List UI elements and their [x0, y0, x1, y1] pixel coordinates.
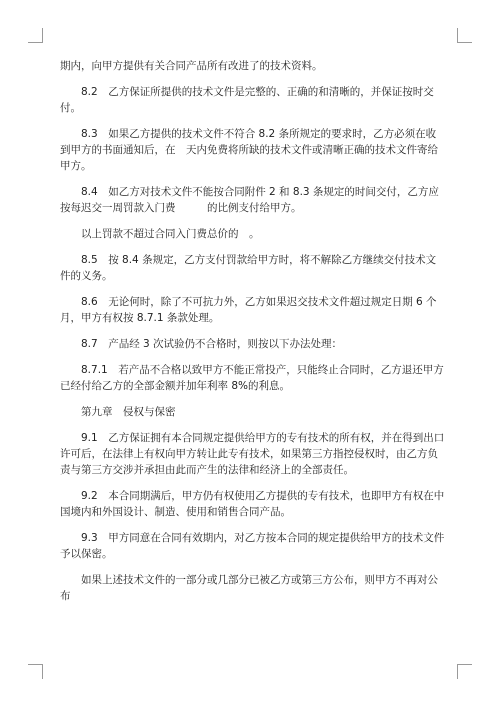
- paragraph: 9.3 甲方同意在合同有效期内，对乙方按本合同的规定提供给甲方的技术文件予以保密。: [60, 532, 445, 560]
- paragraph: 如果上述技术文件的一部分或几部分已被乙方或第三方公布，则甲方不再对公布: [60, 574, 438, 602]
- crop-mark-bottom-left: [28, 664, 43, 679]
- paragraph: 期内，向甲方提供有关合同产品所有改进了的技术资料。: [60, 60, 323, 72]
- crop-mark-top-right: [457, 28, 472, 43]
- chapter-heading: 第九章 侵权与保密: [81, 406, 176, 418]
- paragraph: 8.6 无论何时，除了不可抗力外，乙方如果迟交技术文件超过规定日期 6 个月，甲方有权按 8.7.1 条款处理。: [60, 296, 437, 324]
- paragraph: 8.7.1 若产品不合格以致甲方不能正常投产，只能终止合同时，乙方退还甲方已经付给乙方的全部金额并加年利率 8%的利息。: [60, 364, 444, 392]
- paragraph: 8.7 产品经 3 次试验仍不合格时，则按以下办法处理：: [81, 338, 343, 350]
- paragraph: 9.1 乙方保证拥有本合同规定提供给甲方的专有技术的所有权，并在得到出口许可后，在法律上有权向甲方转让此专有技术，如果第三方指控侵权时，由乙方负责与第三方交涉并承担由此而产生的法律和经济上的全部责任。: [60, 432, 445, 476]
- paragraph: 8.3 如果乙方提供的技术文件不符合 8.2 条所规定的要求时，乙方必须在收到甲方的书面通知后，在 天内免费将所缺的技术文件或清晰正确的技术文件寄给甲方。: [60, 128, 438, 172]
- paragraph: 8.5 按 8.4 条规定，乙方支付罚款给甲方时，将不解除乙方继续交付技术文件的义务。: [60, 254, 437, 282]
- crop-mark-bottom-right: [457, 664, 472, 679]
- paragraph: 8.2 乙方保证所提供的技术文件是完整的、正确的和清晰的，并保证按时交付。: [60, 86, 434, 114]
- paragraph: 8.4 如乙方对技术文件不能按合同附件 2 和 8.3 条规定的时间交付，乙方应按每迟交一周罚款入门费 的比例支付给甲方。: [60, 186, 439, 214]
- document-body: [60, 58, 446, 614]
- crop-mark-top-left: [28, 28, 43, 43]
- paragraph: 9.2 本合同期满后，甲方仍有权使用乙方提供的专有技术，也即甲方有权在中国境内和外国设计、制造、使用和销售合同产品。: [60, 490, 445, 518]
- paragraph: 以上罚款不超过合同入门费总价的 。: [81, 228, 260, 240]
